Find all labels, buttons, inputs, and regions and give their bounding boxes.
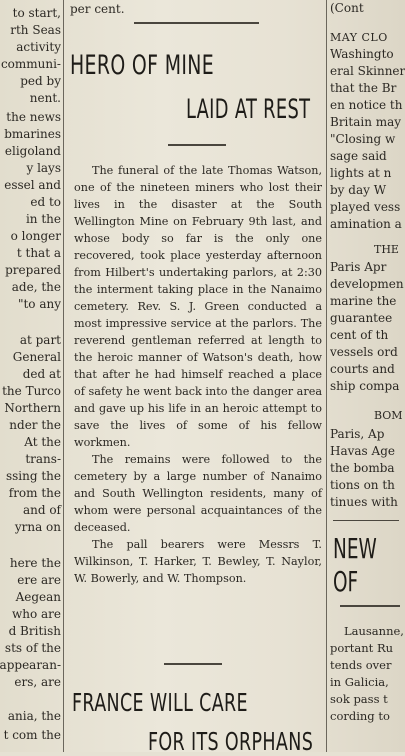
right-line: Paris, Ap — [330, 427, 385, 441]
right-line: eral Skinner — [330, 64, 405, 78]
left-line: communi- — [0, 57, 61, 71]
left-line: to start, — [12, 6, 61, 20]
left-line: t that a — [16, 246, 61, 260]
left-line: rth Seas — [10, 23, 61, 37]
right-line: tions on th — [330, 478, 395, 492]
left-line: eligoland — [4, 144, 61, 158]
left-line: in the — [25, 212, 61, 226]
left-line: who are — [11, 607, 61, 621]
right-line: portant Ru — [330, 641, 394, 655]
right-headline: NEW OF — [333, 532, 377, 598]
right-line: Lausanne, — [344, 624, 404, 638]
right-line: en notice th — [330, 98, 403, 112]
right-line: developmen — [330, 277, 404, 291]
headline-france-will-care: FRANCE WILL CARE — [72, 688, 248, 717]
left-line: essel and — [4, 178, 61, 192]
left-line: nder the — [9, 418, 61, 432]
right-line: tends over — [330, 658, 392, 672]
right-line: sok pass t — [330, 692, 388, 706]
right-line: Washingto — [330, 47, 394, 61]
left-line: yrna on — [14, 520, 61, 534]
left-line: ere are — [17, 573, 61, 587]
left-line: the Turco — [2, 384, 61, 398]
left-line: here the — [9, 556, 61, 570]
right-line: tinues with — [330, 495, 398, 509]
left-line: ssing the — [5, 469, 61, 483]
right-line: ship compa — [330, 379, 400, 393]
right-line: amination a — [330, 217, 402, 231]
headline-for-its-orphans: FOR ITS ORPHANS — [148, 727, 314, 756]
right-heading: BOM — [374, 409, 403, 422]
right-line: sage said — [330, 149, 387, 163]
left-line: ade, the — [11, 280, 61, 294]
right-line: Havas Age — [330, 444, 395, 458]
article-paragraph: The funeral of the late Thomas Watson, one of the nineteen miners who lost their lives in the disaster at the South Wellington Mine on February 9th last, and whose body so far is the only one recovered, took place yesterday afternoon from Hilbert's undertaking parlors, at 2:30 the interment taking place in the Nanaimo cemetery. Rev. S. J. Green conducted a most impressive service at the parlors. The reverend gentleman referred at length to the heroic manner of Watson's death, how that after he had himself reached a place of safety he went back into the danger area and gave up his life in an heroic attempt to save the lives of some of his fellow workmen. — [74, 164, 322, 449]
right-line: that the Br — [330, 81, 397, 95]
left-line: At the — [24, 435, 61, 449]
left-line: prepared — [5, 263, 61, 277]
left-line: nent. — [29, 91, 61, 105]
article-body — [74, 162, 322, 587]
left-line: activity — [16, 40, 61, 54]
right-line: vessels ord — [330, 345, 398, 359]
left-line: t com the — [3, 728, 61, 742]
right-line: "Closing w — [330, 132, 396, 146]
left-line: Aegean — [15, 590, 61, 604]
right-column-lower — [330, 0, 405, 752]
article-paragraph: The pall bearers were Messrs T. Wilkinson, T. Harker, T. Bewley, T. Naylor, W. Bowerly, and W. Thompson. — [74, 538, 322, 585]
left-line: appearan- — [0, 658, 61, 672]
left-line: from the — [8, 486, 61, 500]
right-line: the bomba — [330, 461, 395, 475]
right-line: played vess — [330, 200, 401, 214]
left-line: "to any — [17, 297, 61, 311]
left-line: trans- — [25, 452, 61, 466]
right-line: Britain may — [330, 115, 402, 129]
left-line: ded at — [22, 367, 61, 381]
left-line: ania, the — [7, 709, 61, 723]
right-line: by day W — [330, 183, 387, 197]
right-line: Paris Apr — [330, 260, 387, 274]
right-heading: MAY CLO — [330, 31, 388, 44]
right-line: cent of th — [330, 328, 389, 342]
right-line: in Galicia, — [330, 675, 389, 689]
header-rule — [134, 22, 259, 24]
article-end-rule — [164, 663, 222, 665]
right-line: guarantee — [330, 311, 393, 325]
left-line: bmarines — [4, 127, 61, 141]
left-line: Northern — [4, 401, 61, 415]
top-fragment: per cent. — [70, 2, 125, 16]
left-line: o longer — [10, 229, 61, 243]
headline-divider — [168, 144, 226, 146]
right-line: lights at n — [330, 166, 392, 180]
left-line: sts of the — [4, 641, 61, 655]
right-line: courts and — [330, 362, 395, 376]
left-line: ers, are — [14, 675, 61, 689]
left-line: at part — [19, 333, 61, 347]
left-column — [0, 0, 63, 752]
left-line: and of — [22, 503, 61, 517]
center-column — [64, 0, 326, 756]
right-line: marine the — [330, 294, 397, 308]
article-paragraph: The remains were followed to the cemetery by a large number of Nanaimo and South Wellington residents, many of whom were personal acquaintances of the deceased. — [74, 453, 322, 534]
right-line: (Cont — [330, 1, 364, 15]
right-line: cording to — [330, 709, 390, 723]
right-heading: THE — [374, 243, 399, 256]
headline-hero-of-mine: HERO OF MINE — [70, 50, 215, 81]
left-line: d British — [8, 624, 61, 638]
left-line: the news — [6, 110, 61, 124]
headline-laid-at-rest: LAID AT REST — [186, 94, 311, 125]
left-line: y lays — [26, 161, 61, 175]
left-line: General — [12, 350, 61, 364]
left-line: ed to — [30, 195, 61, 209]
left-line: ped by — [20, 74, 61, 88]
